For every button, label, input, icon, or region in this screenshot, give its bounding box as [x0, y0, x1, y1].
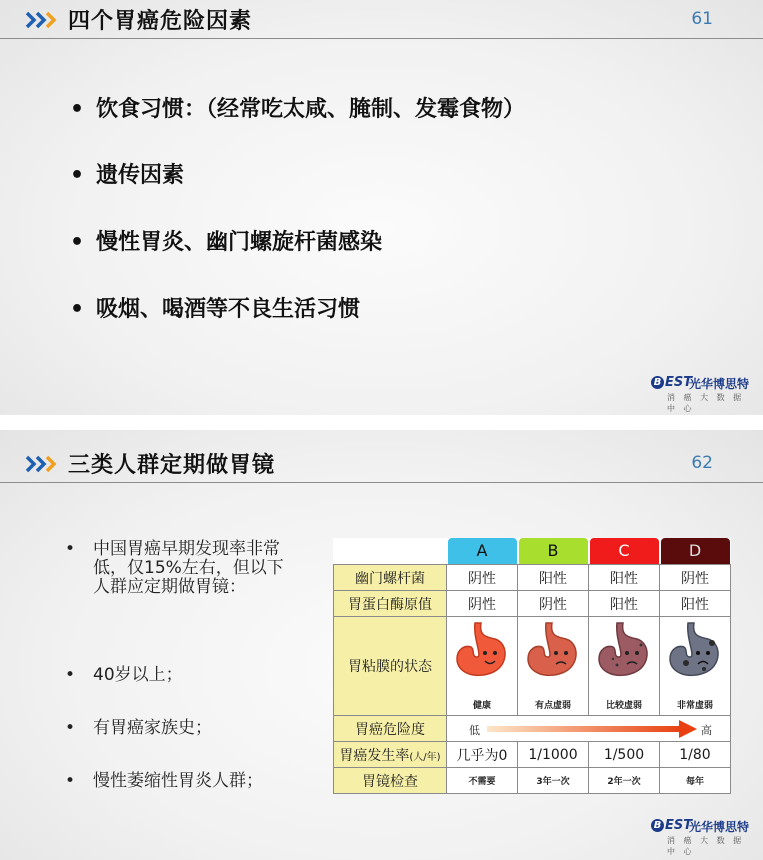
- table-cell: 1/500: [589, 742, 660, 768]
- grade-a-header: A: [448, 538, 517, 564]
- table-row: [334, 591, 731, 617]
- table-row: [334, 768, 731, 794]
- risk-high-label: 高: [701, 724, 712, 737]
- weak-stomach-icon: [522, 619, 584, 681]
- brand-logo: B EST 光华博思特 消 癌 大 数 据 中 心: [651, 818, 751, 850]
- header-divider: [0, 482, 763, 483]
- bullet-text: 慢性萎缩性胃炎人群；: [93, 771, 263, 791]
- table-cell: 阴性: [447, 591, 518, 617]
- row-label: 胃镜检查: [334, 768, 447, 794]
- healthy-stomach-icon: [451, 619, 513, 681]
- row-label: 胃粘膜的状态: [334, 617, 447, 716]
- bullet-text: 遗传因素: [96, 163, 185, 188]
- table-cell: 2年一次: [589, 768, 660, 794]
- slide-header: [0, 444, 763, 484]
- chevron-arrows-icon: [25, 454, 61, 474]
- grade-c-header: C: [590, 538, 659, 564]
- row-label: 胃癌危险度: [334, 716, 447, 742]
- very-weak-stomach-icon: [664, 619, 726, 681]
- brand-logo: B EST 光华博思特 消 癌 大 数 据 中 心: [651, 375, 751, 407]
- grade-d-header: D: [661, 538, 730, 564]
- table-header-row: [334, 538, 731, 565]
- bullet-text: 40岁以上；: [93, 665, 183, 685]
- table-cell: 阴性: [447, 565, 518, 591]
- table-cell: 阴性: [518, 591, 589, 617]
- risk-low-label: 低: [469, 724, 480, 737]
- bullet-item: • 有胃癌家族史；: [65, 719, 295, 738]
- grade-b-header: B: [519, 538, 588, 564]
- table-cell: 阳性: [660, 591, 731, 617]
- bullet-item: • 慢性萎缩性胃炎人群；: [65, 772, 295, 791]
- bullet-item: • 吸烟、喝酒等不良生活习惯: [70, 297, 361, 322]
- slide-61: [0, 0, 763, 415]
- bullet-text: 慢性胃炎、幽门螺旋杆菌感染: [96, 230, 383, 255]
- bullet-text: 有胃癌家族史；: [93, 718, 212, 738]
- table-row: [334, 742, 731, 768]
- bullet-item: • 中国胃癌早期发现率非常低，仅15%左右，但以下人群应定期做胃镜：: [65, 540, 295, 597]
- bullet-item: • 遗传因素: [70, 163, 185, 188]
- mucosa-status: 非常虚弱: [676, 701, 713, 711]
- slide-header: [0, 0, 763, 40]
- bullet-text: 饮食习惯：（经常吃太咸、腌制、发霉食物）: [96, 97, 526, 122]
- table-row: [334, 565, 731, 591]
- mucosa-status: 比较虚弱: [605, 701, 642, 711]
- slide-title: 三类人群定期做胃镜: [68, 453, 276, 478]
- bullet-text: 吸烟、喝酒等不良生活习惯: [96, 297, 361, 322]
- table-cell: 阴性: [660, 565, 731, 591]
- table-row: [334, 617, 731, 716]
- table-cell: 阳性: [589, 565, 660, 591]
- table-cell: 阳性: [589, 591, 660, 617]
- bullet-item: • 饮食习惯：（经常吃太咸、腌制、发霉食物）: [70, 97, 526, 122]
- table-row: [334, 716, 731, 742]
- row-label: 胃蛋白酶原值: [334, 591, 447, 617]
- bullet-item: • 慢性胃炎、幽门螺旋杆菌感染: [70, 230, 383, 255]
- table-cell: 每年: [660, 768, 731, 794]
- risk-arrow-icon: [487, 720, 697, 738]
- page-number: 62: [691, 453, 713, 473]
- table-cell: 3年一次: [518, 768, 589, 794]
- row-label: 胃癌发生率(人/年): [334, 742, 447, 768]
- table-cell: 不需要: [447, 768, 518, 794]
- mucosa-status: 有点虚弱: [534, 701, 571, 711]
- bullet-item: • 40岁以上；: [65, 666, 295, 685]
- slide-62: [0, 430, 763, 860]
- table-cell: 几乎为0: [447, 742, 518, 768]
- row-label: 幽门螺杆菌: [334, 565, 447, 591]
- chevron-arrows-icon: [25, 10, 61, 30]
- table-cell: 阳性: [518, 565, 589, 591]
- risk-gradient-cell: [447, 716, 731, 742]
- slide-title: 四个胃癌危险因素: [68, 9, 253, 34]
- header-divider: [0, 38, 763, 39]
- table-cell: 1/1000: [518, 742, 589, 768]
- endoscopy-risk-table: [333, 538, 731, 794]
- weaker-stomach-icon: [593, 619, 655, 681]
- mucosa-status: 健康: [472, 701, 491, 711]
- page-number: 61: [691, 9, 713, 29]
- bullet-text: 中国胃癌早期发现率非常低，仅15%左右，但以下人群应定期做胃镜：: [93, 539, 284, 597]
- table-cell: 1/80: [660, 742, 731, 768]
